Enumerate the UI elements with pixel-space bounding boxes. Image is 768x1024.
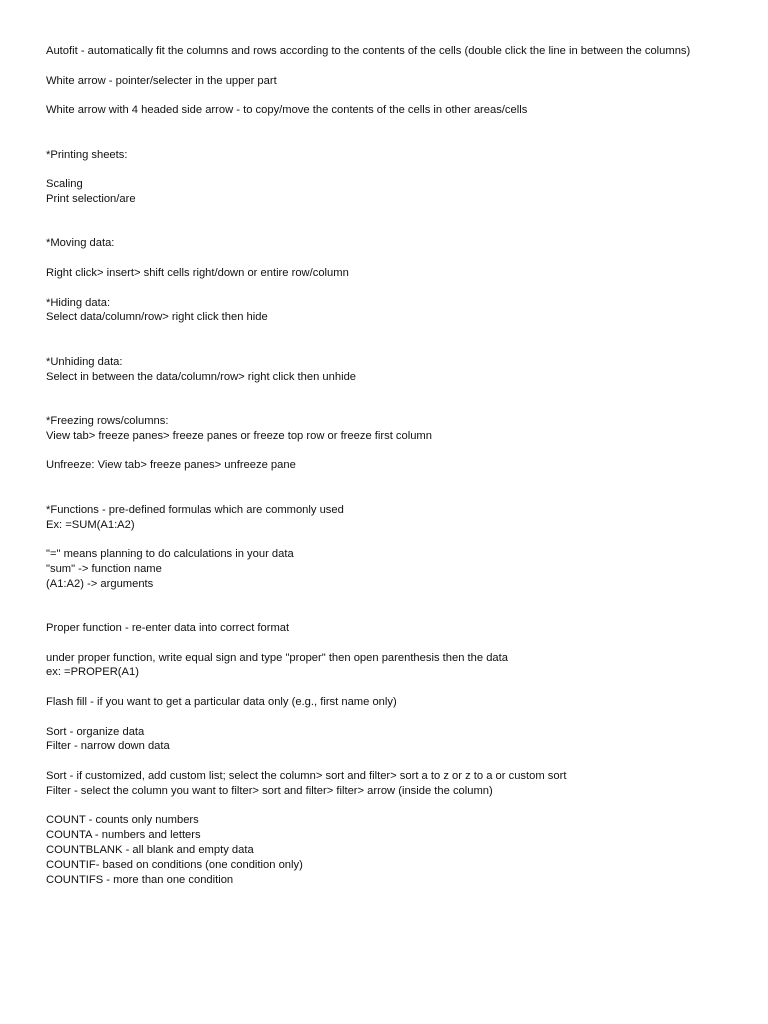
hiding-data-heading: *Hiding data:	[46, 296, 111, 309]
spacer	[46, 680, 728, 695]
spacer	[46, 325, 728, 355]
spacer	[46, 473, 728, 503]
freezing-text: View tab> freeze panes> freeze panes or freeze top row or freeze first column	[46, 429, 432, 442]
white-arrow-text: White arrow - pointer/selecter in the upper part	[46, 74, 277, 87]
proper-example-text: ex: =PROPER(A1)	[46, 666, 139, 679]
spacer	[46, 532, 728, 547]
unhiding-data-heading: *Unhiding data:	[46, 355, 123, 368]
spacer	[46, 384, 728, 414]
autofit-text: Autofit - automatically fit the columns and rows according to the contents of the cells (double click the line in between the columns)	[46, 45, 691, 57]
unhiding-data-text: Select in between the data/column/row> right click then unhide	[46, 370, 357, 383]
spacer	[46, 118, 728, 148]
filter-steps-text: Filter - select the column you want to filter> sort and filter> filter> arrow (inside the column)	[46, 784, 493, 797]
equals-meaning-text: "=" means planning to do calculations in your data	[46, 548, 294, 561]
flash-fill-text: Flash fill - if you want to get a particular data only (e.g., first name only)	[46, 696, 397, 709]
spacer	[46, 88, 728, 103]
printing-sheets-heading: *Printing sheets:	[46, 148, 128, 161]
scaling-text: Scaling	[46, 178, 83, 191]
functions-heading: *Functions - pre-defined formulas which are commonly used	[46, 503, 344, 516]
spacer	[46, 59, 728, 74]
hiding-data-text: Select data/column/row> right click then hide	[46, 311, 268, 324]
spacer	[46, 251, 728, 266]
white-arrow-4-headed-text: White arrow with 4 headed side arrow - to copy/move the contents of the cells in other areas/cells	[46, 104, 528, 117]
spacer	[46, 636, 728, 651]
right-click-insert-text: Right click> insert> shift cells right/down or entire row/column	[46, 266, 349, 279]
print-selection-text: Print selection/are	[46, 192, 136, 205]
spacer	[46, 444, 728, 459]
proper-usage-text: under proper function, write equal sign and type "proper" then open parenthesis then the data	[46, 651, 508, 664]
arguments-meaning-text: (A1:A2) -> arguments	[46, 577, 154, 590]
countifs-text: COUNTIFS - more than one condition	[46, 873, 234, 886]
count-text: COUNT - counts only numbers	[46, 814, 199, 827]
proper-function-text: Proper function - re-enter data into correct format	[46, 622, 290, 635]
filter-definition-text: Filter - narrow down data	[46, 740, 170, 753]
spacer	[46, 754, 728, 769]
countif-text: COUNTIF- based on conditions (one condition only)	[46, 858, 303, 871]
sum-meaning-text: "sum" -> function name	[46, 562, 162, 575]
sort-steps-text: Sort - if customized, add custom list; select the column> sort and filter> sort a to z or z to a or custom sort	[46, 770, 567, 783]
countblank-text: COUNTBLANK - all blank and empty data	[46, 844, 254, 857]
spacer	[46, 207, 728, 237]
unfreeze-text: Unfreeze: View tab> freeze panes> unfreeze pane	[46, 459, 296, 472]
spacer	[46, 162, 728, 177]
spacer	[46, 281, 728, 296]
moving-data-heading: *Moving data:	[46, 237, 115, 250]
freezing-heading: *Freezing rows/columns:	[46, 414, 169, 427]
sort-definition-text: Sort - organize data	[46, 725, 145, 738]
counta-text: COUNTA - numbers and letters	[46, 829, 201, 842]
spacer	[46, 799, 728, 814]
spacer	[46, 591, 728, 621]
sum-example-text: Ex: =SUM(A1:A2)	[46, 518, 135, 531]
spacer	[46, 710, 728, 725]
